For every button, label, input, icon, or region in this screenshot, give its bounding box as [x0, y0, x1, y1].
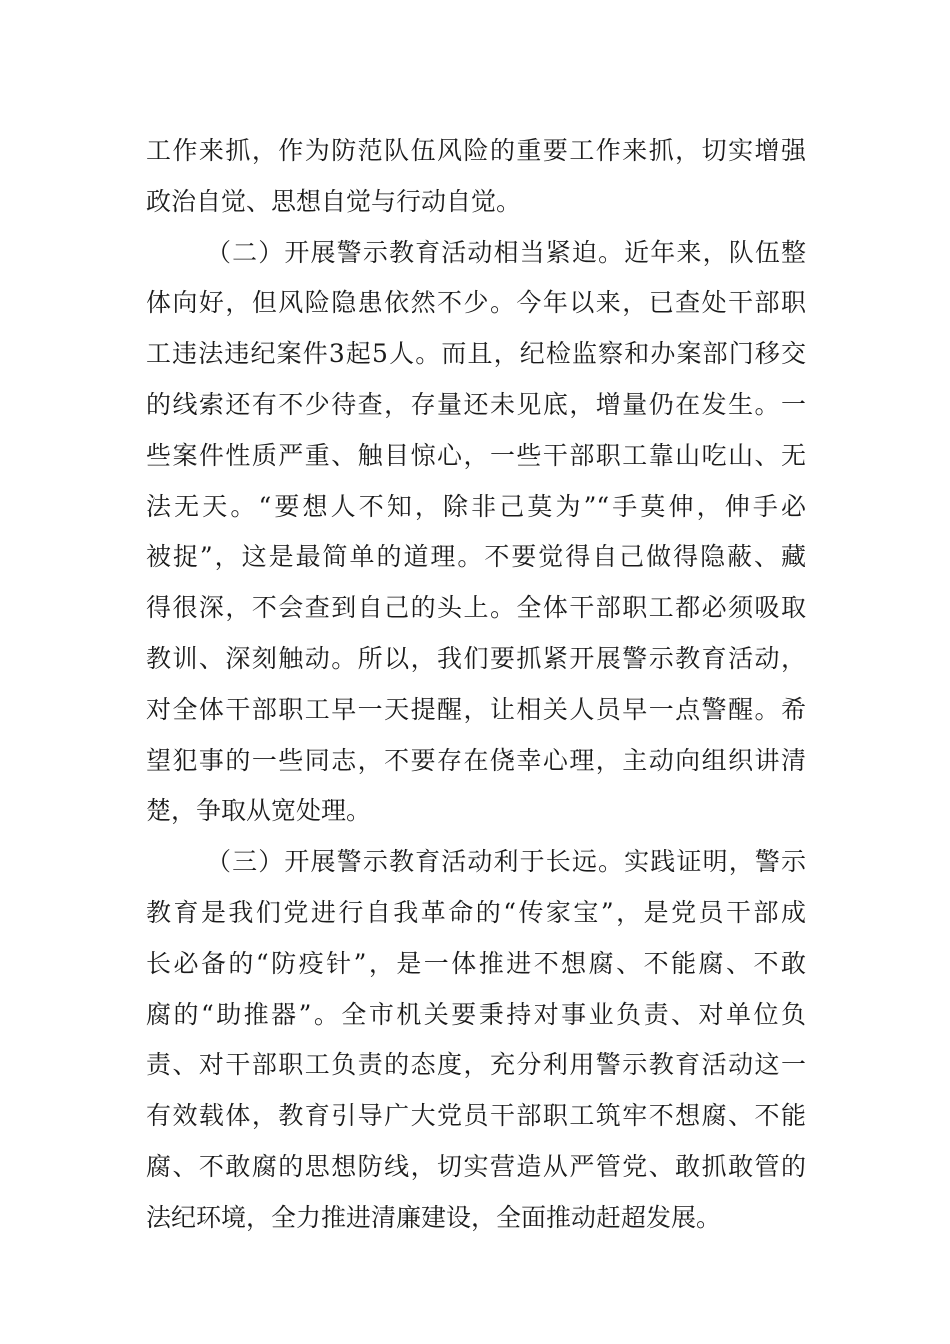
- text-line: 楚，争取从宽处理。: [146, 796, 372, 826]
- text-line: 政治自觉、思想自觉与行动自觉。: [146, 186, 522, 216]
- document-body: [146, 126, 806, 1244]
- text-line: 教训、深刻触动。所以，我们要抓紧开展警示教育活动，: [146, 643, 806, 673]
- section-heading-line: （二）开展警示教育活动相当紧迫。近年来，队伍整: [206, 237, 806, 267]
- text-line: 腐、不敢腐的思想防线，切实营造从严管党、敢抓敢管的: [146, 1151, 806, 1181]
- text-line: 望犯事的一些同志，不要存在侥幸心理，主动向组织讲清: [146, 745, 806, 775]
- text-line: 法无天。“要想人不知，除非己莫为”“手莫伸，伸手必: [146, 491, 806, 521]
- text-line: 的线索还有不少待查，存量还未见底，增量仍在发生。一: [146, 389, 806, 419]
- text-line: 得很深，不会查到自己的头上。全体干部职工都必须吸取: [146, 593, 806, 623]
- text-line: 责、对干部职工负责的态度，充分利用警示教育活动这一: [146, 1050, 806, 1080]
- text-line: 腐的“助推器”。全市机关要秉持对事业负责、对单位负: [146, 999, 806, 1029]
- text-line: 有效载体，教育引导广大党员干部职工筑牢不想腐、不能: [146, 1101, 806, 1131]
- text-line: 对全体干部职工早一天提醒，让相关人员早一点警醒。希: [146, 694, 806, 724]
- text-line: 体向好，但风险隐患依然不少。今年以来，已查处干部职: [146, 288, 806, 318]
- text-line: 教育是我们党进行自我革命的“传家宝”，是党员干部成: [146, 897, 806, 927]
- text-line: 长必备的“防疫针”，是一体推进不想腐、不能腐、不敢: [146, 948, 806, 978]
- text-line: 法纪环境，全力推进清廉建设，全面推动赶超发展。: [146, 1202, 722, 1232]
- text-line: 被捉”，这是最简单的道理。不要觉得自己做得隐蔽、藏: [146, 542, 806, 572]
- text-line: 工违法违纪案件3起5人。而且，纪检监察和办案部门移交: [146, 339, 806, 369]
- text-line: 工作来抓，作为防范队伍风险的重要工作来抓，切实增强: [146, 136, 806, 165]
- text-line: 些案件性质严重、触目惊心，一些干部职工靠山吃山、无: [146, 440, 806, 470]
- section-heading-line: （三）开展警示教育活动利于长远。实践证明，警示: [206, 847, 806, 877]
